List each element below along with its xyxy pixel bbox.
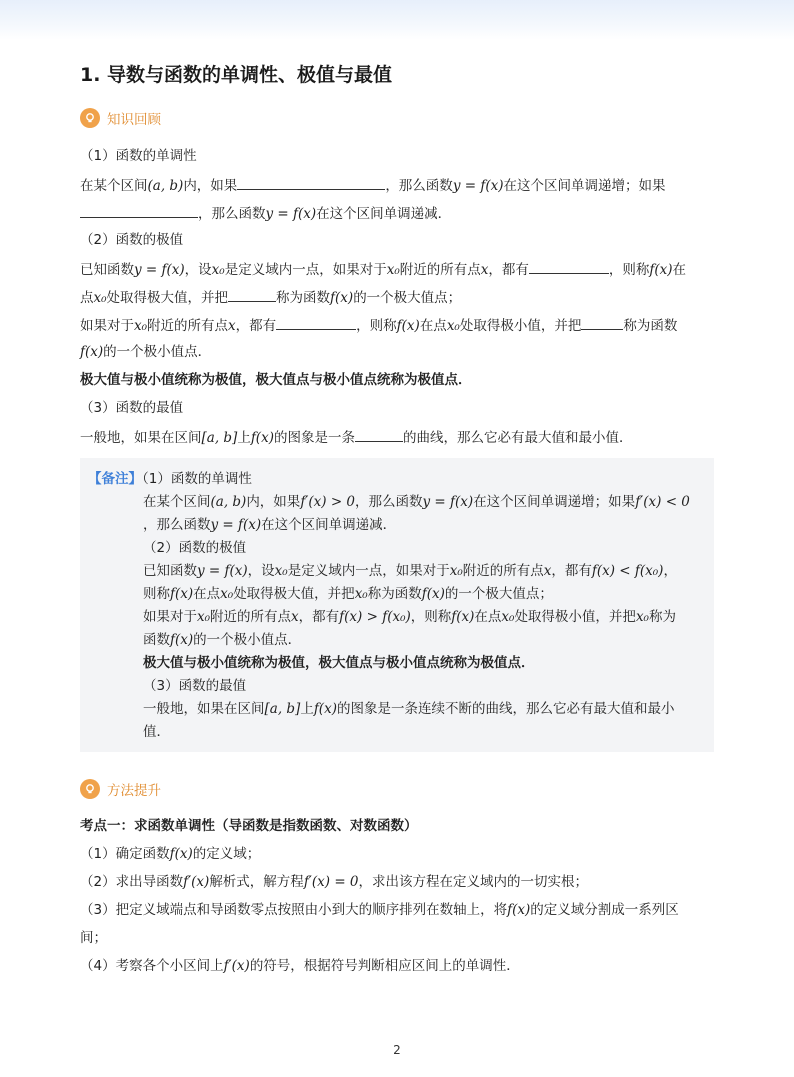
method-step-2: （2）求出导函数f′(x)解析式，解方程f′(x) = 0，求出该方程在定义域内的一切实根； xyxy=(80,874,589,890)
review-line-4: （2）函数的极值 xyxy=(80,232,184,248)
method-step-3: （3）把定义域端点和导函数零点按照由小到大的顺序排列在数轴上，将f(x)的定义域分割成一系列区 xyxy=(80,902,679,918)
review-line-10: （3）函数的最值 xyxy=(80,400,184,416)
note-line-6: 则称f(x)在点x₀处取得极大值，并把x₀称为函数f(x)的一个极大值点； xyxy=(143,586,553,602)
blank xyxy=(237,174,385,190)
method-step-4: （4）考察各个小区间上f′(x)的符号，根据符号判断相应区间上的单调性． xyxy=(80,958,520,974)
blank xyxy=(529,258,609,274)
note-line-3: ，那么函数y = f(x)在这个区间单调递减． xyxy=(143,517,397,533)
blank xyxy=(276,314,356,330)
note-line-8: 函数f(x)的一个极小值点． xyxy=(143,632,302,648)
section-label: 方法提升 xyxy=(107,783,161,799)
header-band xyxy=(0,0,794,40)
review-line-2: 在某个区间(a, b)内，如果 ，那么函数y = f(x)在这个区间单调递增；如果 xyxy=(80,174,665,196)
review-line-6: 点x₀处取得极大值，并把 称为函数f(x)的一个极大值点； xyxy=(80,286,461,308)
review-line-1: （1）函数的单调性 xyxy=(80,148,197,164)
note-tag: 【备注】 xyxy=(88,471,142,487)
review-line-9: 极大值与极小值统称为极值，极大值点与极小值点统称为极值点． xyxy=(80,372,472,388)
note-line-7: 如果对于x₀附近的所有点x，都有f(x) > f(x₀)，则称f(x)在点x₀处取得极小值，并把x₀称为 xyxy=(143,609,676,625)
note-line-2: 在某个区间(a, b)内，如果f′(x) > 0，那么函数y = f(x)在这个区间单调递增；如果f′(x) < 0 xyxy=(143,494,690,510)
blank xyxy=(581,314,623,330)
note-line-12: 值． xyxy=(143,724,170,740)
lightbulb-icon xyxy=(80,779,100,799)
page-number: 2 xyxy=(393,1043,401,1057)
note-line-5: 已知函数y = f(x)，设x₀是定义域内一点，如果对于x₀附近的所有点x，都有f(x) < f(x₀)， xyxy=(143,563,677,579)
page-title: 1. 导数与函数的单调性、极值与最值 xyxy=(80,64,393,86)
note-line-9: 极大值与极小值统称为极值，极大值点与极小值点统称为极值点． xyxy=(143,655,535,671)
review-line-5: 已知函数y = f(x)，设x₀是定义域内一点，如果对于x₀附近的所有点x，都有 ，则称f(x)在 xyxy=(80,258,686,280)
method-step-1: （1）确定函数f(x)的定义域； xyxy=(80,846,261,862)
section-header-review xyxy=(80,107,161,129)
method-step-3-cont: 间； xyxy=(80,930,107,946)
note-line-4: （2）函数的极值 xyxy=(143,540,247,556)
review-line-11: 一般地，如果在区间[a, b]上f(x)的图象是一条 的曲线，那么它必有最大值和最小值． xyxy=(80,426,632,448)
review-line-7: 如果对于x₀附近的所有点x，都有 ，则称f(x)在点x₀处取得极小值，并把 称为函数 xyxy=(80,314,677,336)
note-line-1: 【备注】（1）函数的单调性 xyxy=(88,471,252,487)
section-label: 知识回顾 xyxy=(107,112,161,128)
lightbulb-icon xyxy=(80,108,100,128)
blank xyxy=(80,202,198,218)
blank xyxy=(355,426,403,442)
section-header-method xyxy=(80,778,161,800)
review-line-3: ，那么函数y = f(x)在这个区间单调递减． xyxy=(80,202,451,224)
blank xyxy=(228,286,276,302)
note-line-11: 一般地，如果在区间[a, b]上f(x)的图象是一条连续不断的曲线，那么它必有最大值和最小 xyxy=(143,701,675,717)
note-line-10: （3）函数的最值 xyxy=(143,678,247,694)
method-heading: 考点一：求函数单调性（导函数是指数函数、对数函数） xyxy=(80,818,418,834)
review-line-8: f(x)的一个极小值点． xyxy=(80,344,212,360)
